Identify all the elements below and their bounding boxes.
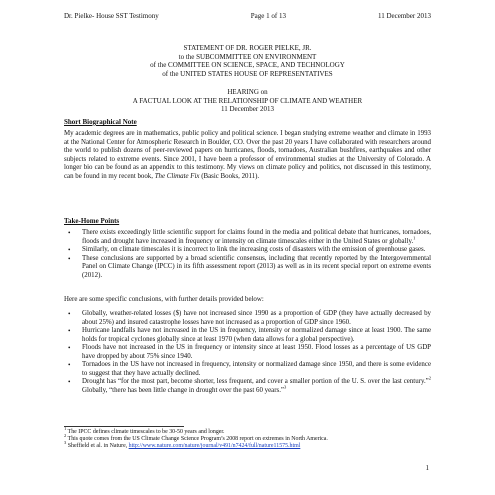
conclusions-section — [64, 296, 431, 395]
footnote-text: Sheffield et al. in Nature, — [66, 443, 129, 449]
footnote-ref: 1 — [413, 235, 416, 241]
book-title: The Climate Fix — [154, 172, 200, 180]
list-item — [64, 361, 431, 378]
point-text: These conclusions are supported by a broad scientific consensus, including that recently reported by the Intergovernmental Panel on Climate Change (IPCC) in its fifth assessment report (2013) as well as in its recent special report on extreme events (2012). — [82, 254, 431, 279]
nature-link[interactable]: http://www.nature.com/nature/journal/v491/n7424/full/nature11575.html — [128, 443, 301, 449]
conclusions-intro: Here are some specific conclusions, with further details provided below: — [64, 296, 264, 303]
bio-section — [64, 118, 431, 181]
takehome-heading: Take-Home Points — [64, 217, 120, 225]
list-item — [64, 310, 431, 327]
footnote-number: 2 — [64, 433, 67, 439]
title-line: to the SUBCOMMITTEE ON ENVIRONMENT — [178, 52, 317, 61]
footnotes — [64, 426, 431, 450]
bio-text-end: (Basic Books, 2011). — [199, 172, 260, 180]
conclusion-text: Globally, “there has been little change in drought over the past 60 years.” — [82, 386, 284, 394]
conclusion-text: Hurricane landfalls have not increased in the US in frequency, intensity or normalized damage since at least 1900. The same holds for tropical cyclones globally since at least 1970 (when data allows for a global perspective). — [82, 327, 431, 343]
header-right: 11 December 2013 — [378, 12, 431, 20]
footnote-number: 3 — [64, 440, 67, 446]
conclusion-text: Globally, weather-related losses ($) have not increased since 1990 as a proportion of GDP (they have actually decreased by about 25%) and insured catastrophe losses have not increased as a proportion of GDP since 1960. — [82, 310, 431, 326]
bio-text: My academic degrees are in mathematics, public policy and political science. I began studying extreme weather and climate in 1993 at the National Center for Atmospheric Research in Boulder, CO. Over the past 20 years I have collaborated with researchers around the world to publish dozens of peer-reviewed papers on hurricanes, floods, tornadoes, Australian bushfires, earthquakes and other subjects related to extreme events. Since 2001, I have been a professor of environmental studies at the University of Colorado. A longer bio can be found as an appendix to this testimony. My views on climate policy and politics, not discussed in this testimony, can be found in my recent book, — [64, 130, 431, 180]
title-line: of the COMMITTEE ON SCIENCE, SPACE, AND TECHNOLOGY — [150, 61, 345, 70]
hearing-title — [60, 88, 435, 114]
conclusion-text: Floods have not increased in the US in frequency or intensity since at least 1950. Flood losses as a percentage of US GDP have dropped by about 75% since 1940. — [82, 344, 431, 360]
list-item — [64, 229, 431, 246]
point-text: Similarly, on climate timescales it is incorrect to link the increasing costs of disasters with the emission of greenhouse gases. — [82, 246, 426, 254]
footnote-ref: 3 — [284, 384, 287, 390]
conclusions-list — [64, 310, 431, 395]
point-text: There exists exceedingly little scientific support for claims found in the media and political debate that hurricanes, tornadoes, floods and drought have increased in frequency or intensity on climate timescales either in the United States or globally. — [82, 229, 431, 245]
bio-heading: Short Biographical Note — [64, 118, 137, 126]
takehome-list — [64, 229, 431, 280]
list-item — [64, 375, 431, 395]
footnote-ref: 2 — [428, 375, 431, 381]
statement-title — [60, 44, 435, 78]
footnote-text: The IPCC defines climate timescales to be 30-50 years and longer. — [66, 429, 225, 435]
footnote — [64, 440, 431, 450]
list-item — [64, 327, 431, 344]
list-item — [64, 246, 431, 254]
list-item — [64, 255, 431, 280]
takehome-section — [64, 217, 431, 280]
page-header — [64, 12, 431, 20]
list-item — [64, 344, 431, 361]
footnote-number: 1 — [64, 426, 67, 432]
bio-paragraph — [64, 130, 431, 181]
hearing-line: A FACTUAL LOOK AT THE RELATIONSHIP OF CLIMATE AND WEATHER — [132, 96, 363, 105]
conclusion-text: Drought has “for the most part, become shorter, less frequent, and cover a smaller portion of the U. S. over the last century.” — [82, 378, 429, 386]
header-center: Page 1 of 13 — [250, 12, 286, 20]
title-line: STATEMENT OF DR. ROGER PIELKE, JR. — [183, 44, 312, 52]
title-line: of the UNITED STATES HOUSE OF REPRESENTATIVES — [162, 69, 333, 78]
hearing-line: HEARING on — [227, 88, 268, 96]
footnote-text: This quote comes from the US Climate Change Science Program’s 2008 report on extremes in North America. — [66, 436, 328, 442]
conclusion-text: Tornadoes in the US have not increased in frequency, intensity or normalized damage since 1950, and there is some evidence to suggest that they have actually declined. — [82, 361, 431, 377]
page-number: 1 — [425, 464, 429, 472]
footnote-divider — [64, 426, 184, 427]
header-left: Dr. Pielke- House SST Testimony — [64, 12, 159, 20]
hearing-line: 11 December 2013 — [221, 105, 274, 114]
